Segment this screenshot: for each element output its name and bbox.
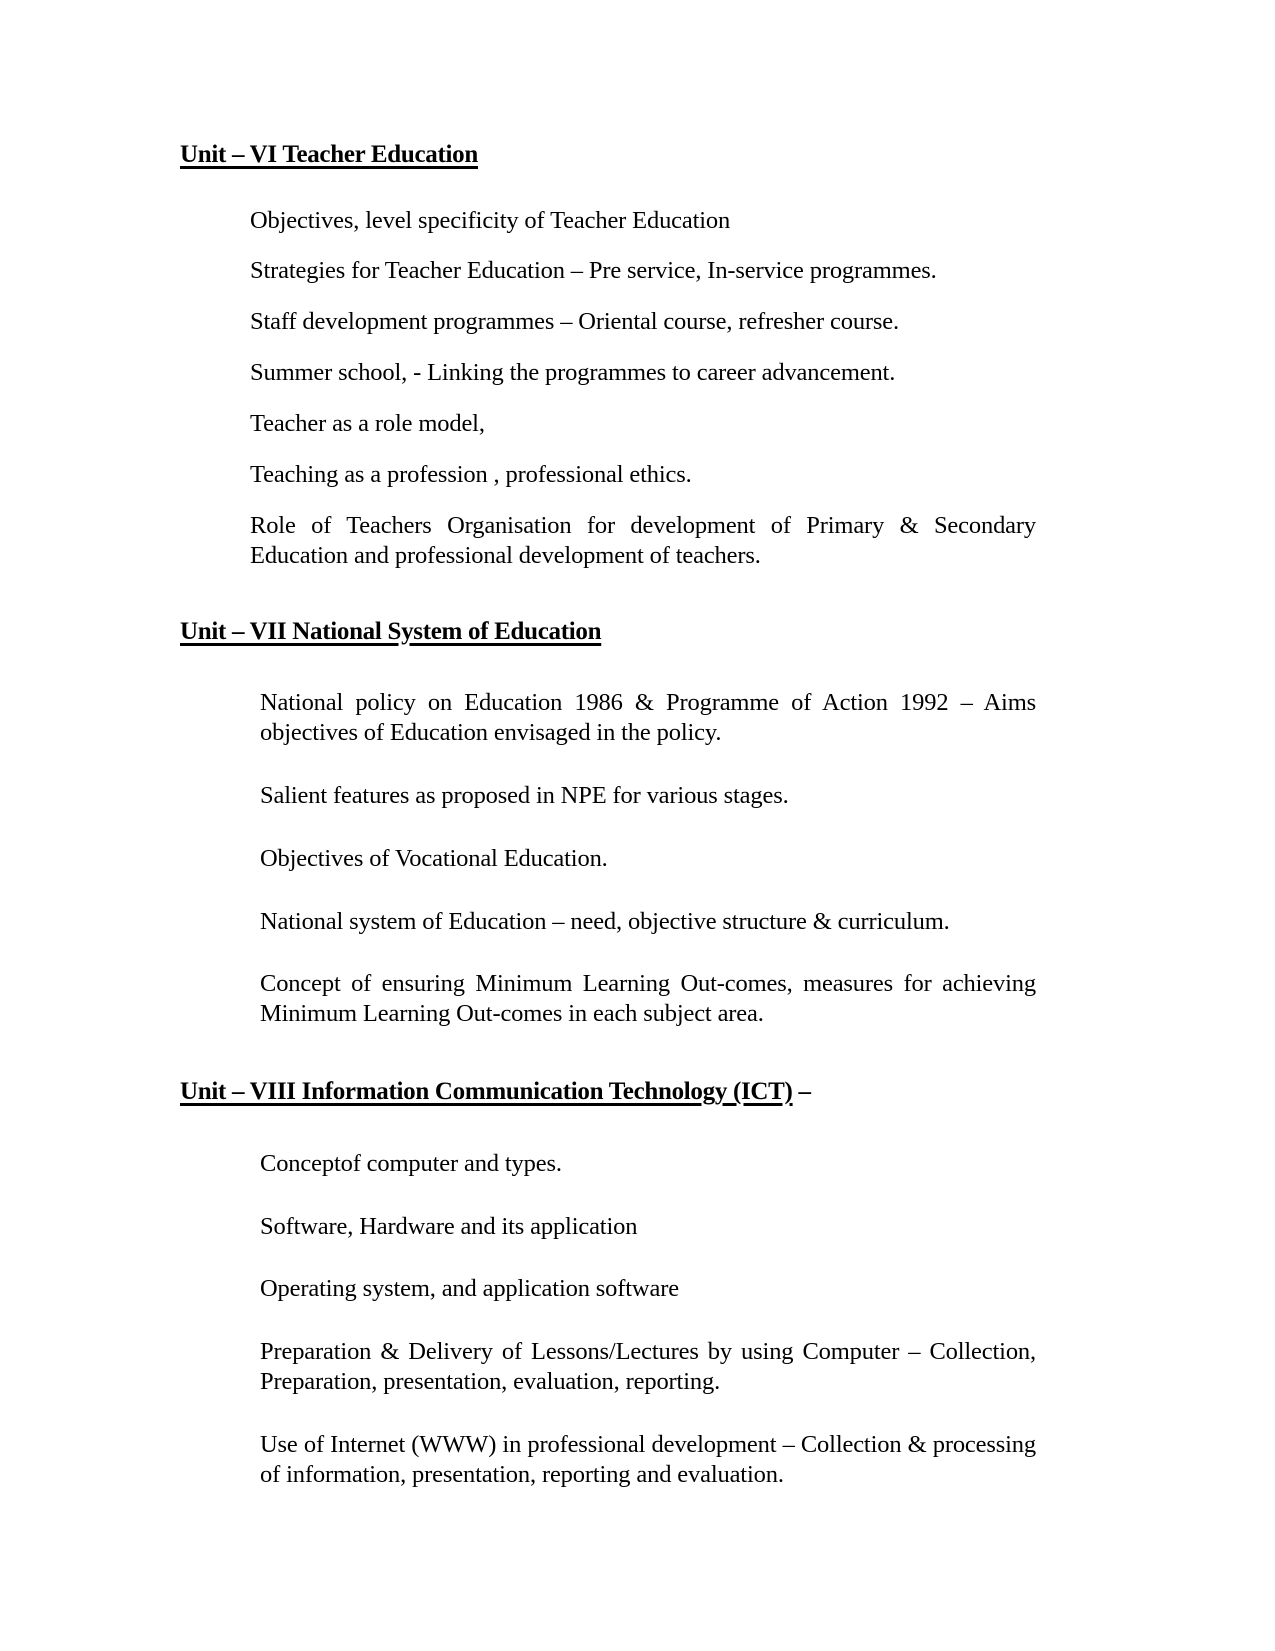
section-heading-unit-vii (180, 617, 1036, 647)
section-heading-unit-viii-tail: – (792, 1078, 811, 1106)
paragraph: Role of Teachers Organisation for development of Primary & Secondary Education and professional development of teachers. (250, 511, 1036, 569)
section-heading-unit-viii (180, 1077, 1036, 1107)
section-heading-unit-vi-text: Unit – VI Teacher Education (180, 141, 478, 168)
paragraph: Operating system, and application software (260, 1275, 679, 1303)
section-heading-unit-vii-text: Unit – VII National System of Education (180, 617, 602, 645)
paragraph: Concept of ensuring Minimum Learning Out-comes, measures for achieving Minimum Learning Out-comes in each subject area. (260, 970, 1036, 1028)
paragraph: Teaching as a profession , professional ethics. (250, 460, 692, 488)
paragraph: Software, Hardware and its application (260, 1212, 638, 1240)
section-body-unit-viii (260, 1149, 1036, 1490)
paragraph: Conceptof computer and types. (260, 1149, 562, 1177)
paragraph: National system of Education – need, objective structure & curriculum. (260, 907, 950, 935)
paragraph: Preparation & Delivery of Lessons/Lectures by using Computer – Collection, Preparation, presentation, evaluation, reporting. (260, 1338, 1036, 1396)
paragraph: Staff development programmes – Oriental course, refresher course. (250, 308, 900, 336)
paragraph: National policy on Education 1986 & Programme of Action 1992 – Aims objectives of Education envisaged in the policy. (260, 689, 1036, 746)
document-content (180, 140, 1036, 1490)
paragraph: Use of Internet (WWW) in professional development – Collection & processing of information, presentation, reporting and evaluation. (260, 1431, 1036, 1488)
paragraph: Salient features as proposed in NPE for various stages. (260, 781, 789, 809)
paragraph: Objectives, level specificity of Teacher Education (250, 206, 731, 234)
section-heading-unit-viii-text: Unit – VIII Information Communication Technology (ICT) (180, 1078, 793, 1106)
paragraph: Strategies for Teacher Education – Pre service, In-service programmes. (250, 257, 937, 285)
paragraph: Teacher as a role model, (250, 410, 485, 437)
section-body-unit-vii (260, 688, 1036, 1029)
paragraph: Summer school, - Linking the programmes to career advancement. (250, 359, 896, 387)
paragraph: Objectives of Vocational Education. (260, 844, 608, 872)
section-heading-unit-vi (180, 140, 1036, 170)
section-body-unit-vi (250, 206, 1036, 571)
